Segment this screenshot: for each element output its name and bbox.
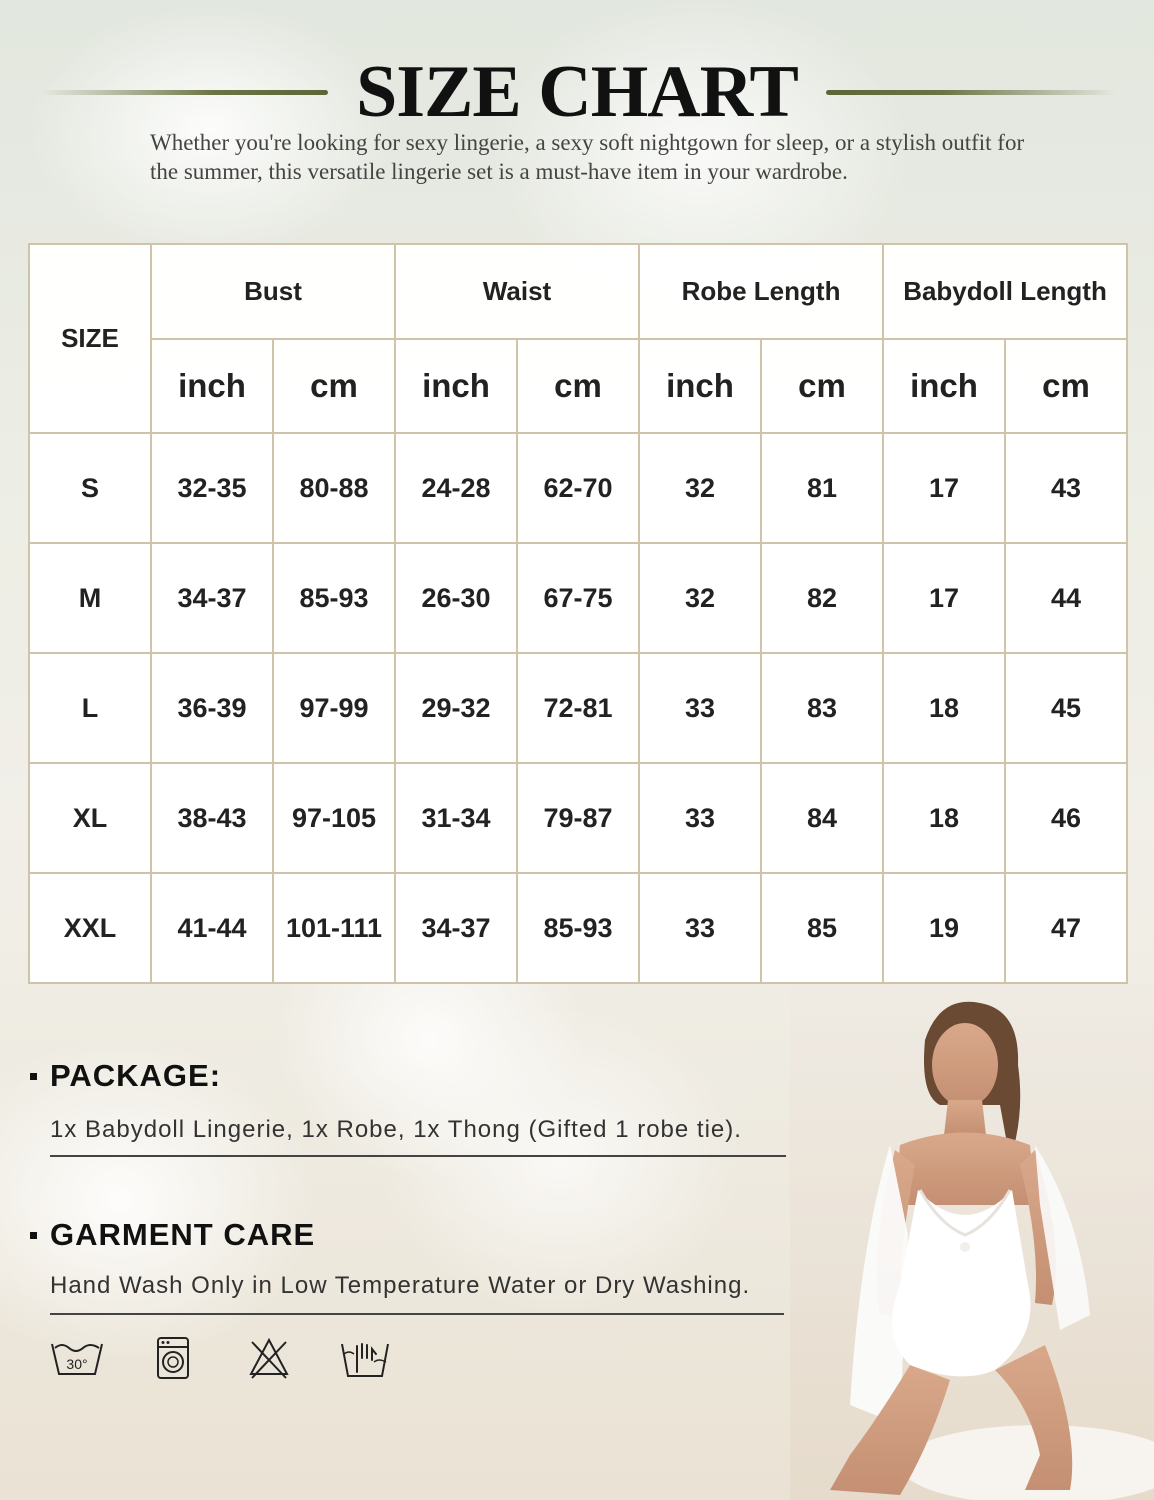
bullet-dot: [30, 1073, 37, 1080]
package-heading: [30, 1058, 221, 1094]
table-cell: 31-34: [395, 763, 517, 873]
table-cell: 34-37: [395, 873, 517, 983]
unit-header: cm: [761, 339, 883, 433]
table-cell: 18: [883, 653, 1005, 763]
washing-machine-icon: [146, 1336, 200, 1380]
care-icons: [50, 1336, 392, 1380]
table-cell: 41-44: [151, 873, 273, 983]
intro-text: Whether you're looking for sexy lingerie, a sexy soft nightgown for sleep, or a stylish outfit for the summer, this versatile lingerie set is a must-have item in your wardrobe.: [150, 130, 1025, 184]
table-row: [29, 653, 1127, 763]
size-cell: L: [29, 653, 151, 763]
table-cell: 32: [639, 433, 761, 543]
page-title: SIZE CHART: [356, 51, 798, 133]
table-cell: 29-32: [395, 653, 517, 763]
table-cell: 72-81: [517, 653, 639, 763]
table-cell: 19: [883, 873, 1005, 983]
table-cell: 36-39: [151, 653, 273, 763]
wash-temp-label: 30°: [66, 1356, 88, 1372]
group-header-bust: Bust: [151, 244, 395, 339]
hand-wash-icon: [338, 1336, 392, 1380]
table-cell: 85: [761, 873, 883, 983]
package-heading-text: PACKAGE:: [50, 1058, 222, 1093]
table-cell: 24-28: [395, 433, 517, 543]
table-cell: 32: [639, 543, 761, 653]
size-cell: S: [29, 433, 151, 543]
table-cell: 32-35: [151, 433, 273, 543]
table-cell: 45: [1005, 653, 1127, 763]
unit-header: inch: [151, 339, 273, 433]
table-cell: 97-105: [273, 763, 395, 873]
unit-header: cm: [1005, 339, 1127, 433]
title-decor-line-right: [826, 90, 1116, 95]
size-chart-table: [28, 243, 1128, 984]
table-cell: 17: [883, 433, 1005, 543]
do-not-bleach-icon: [242, 1336, 296, 1380]
wash-30-icon: [50, 1336, 104, 1380]
package-text: 1x Babydoll Lingerie, 1x Robe, 1x Thong (Gifted 1 robe tie).: [50, 1116, 742, 1143]
size-cell: XL: [29, 763, 151, 873]
unit-header: cm: [517, 339, 639, 433]
table-unit-row: [29, 339, 1127, 433]
table-cell: 81: [761, 433, 883, 543]
model-photo: [790, 985, 1154, 1500]
group-header-waist: Waist: [395, 244, 639, 339]
size-cell: XXL: [29, 873, 151, 983]
unit-header: inch: [395, 339, 517, 433]
table-cell: 38-43: [151, 763, 273, 873]
table-cell: 33: [639, 763, 761, 873]
care-heading: [30, 1217, 315, 1253]
table-cell: 43: [1005, 433, 1127, 543]
care-section: [30, 1217, 315, 1253]
table-cell: 46: [1005, 763, 1127, 873]
group-header-robe-length: Robe Length: [639, 244, 883, 339]
table-cell: 18: [883, 763, 1005, 873]
table-cell: 47: [1005, 873, 1127, 983]
bullet-dot: [30, 1232, 37, 1239]
unit-header: inch: [883, 339, 1005, 433]
table-cell: 97-99: [273, 653, 395, 763]
table-cell: 17: [883, 543, 1005, 653]
table-row: [29, 543, 1127, 653]
care-text: Hand Wash Only in Low Temperature Water or Dry Washing.: [50, 1272, 751, 1299]
table-cell: 82: [761, 543, 883, 653]
table-cell: 101-111: [273, 873, 395, 983]
table-row: [29, 763, 1127, 873]
table-cell: 62-70: [517, 433, 639, 543]
group-header-babydoll-length: Babydoll Length: [883, 244, 1127, 339]
table-cell: 34-37: [151, 543, 273, 653]
package-section: [30, 1058, 221, 1094]
table-cell: 83: [761, 653, 883, 763]
table-cell: 79-87: [517, 763, 639, 873]
table-header-row: [29, 244, 1127, 339]
unit-header: cm: [273, 339, 395, 433]
table-cell: 85-93: [273, 543, 395, 653]
table-cell: 84: [761, 763, 883, 873]
header: [0, 52, 1154, 132]
table-row: [29, 873, 1127, 983]
care-heading-text: GARMENT CARE: [50, 1217, 316, 1252]
size-header: SIZE: [29, 244, 151, 433]
table-cell: 85-93: [517, 873, 639, 983]
table-cell: 33: [639, 873, 761, 983]
unit-header: inch: [639, 339, 761, 433]
size-cell: M: [29, 543, 151, 653]
table-cell: 80-88: [273, 433, 395, 543]
care-divider: [50, 1313, 784, 1315]
table-cell: 44: [1005, 543, 1127, 653]
table-cell: 33: [639, 653, 761, 763]
table-cell: 67-75: [517, 543, 639, 653]
table-row: [29, 433, 1127, 543]
package-divider: [50, 1155, 786, 1157]
table-cell: 26-30: [395, 543, 517, 653]
